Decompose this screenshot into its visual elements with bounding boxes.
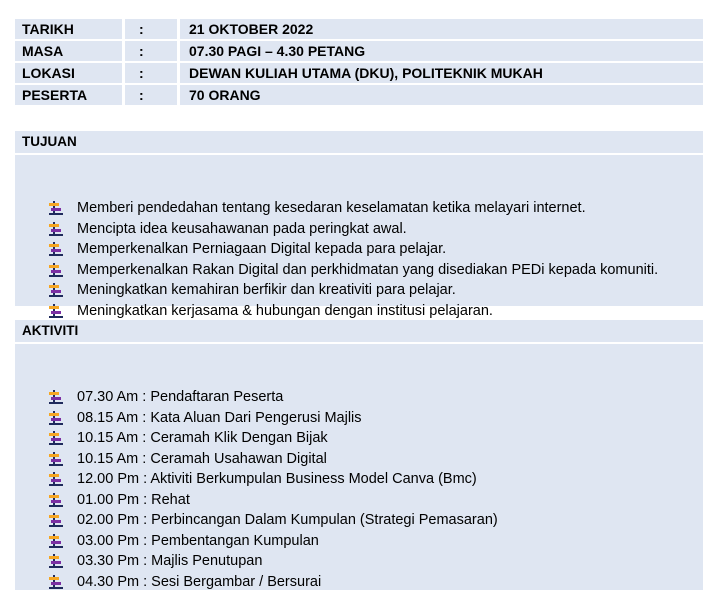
- info-row-tarikh: [15, 19, 703, 39]
- list-item: [15, 387, 703, 408]
- list-item: [15, 428, 703, 449]
- info-key: TARIKH: [15, 19, 125, 39]
- info-value: DEWAN KULIAH UTAMA (DKU), POLITEKNIK MUKAH: [180, 63, 703, 83]
- info-key: LOKASI: [15, 63, 125, 83]
- list-item-text: Memperkenalkan Rakan Digital dan perkhidmatan yang disediakan PEDi kepada komuniti.: [77, 261, 659, 278]
- arrow-bullet-icon: [49, 304, 63, 318]
- list-item: [15, 510, 703, 531]
- arrow-bullet-icon: [49, 411, 63, 425]
- list-item: [15, 531, 703, 552]
- info-row-lokasi: [15, 63, 703, 83]
- arrow-bullet-icon: [49, 431, 63, 445]
- arrow-bullet-icon: [49, 575, 63, 589]
- list-item-text: 04.30 Pm : Sesi Bergambar / Bersurai: [77, 573, 322, 590]
- tujuan-list: [15, 155, 703, 321]
- arrow-bullet-icon: [49, 242, 63, 256]
- list-item: [15, 449, 703, 470]
- arrow-bullet-icon: [49, 472, 63, 486]
- info-separator: :: [125, 63, 180, 83]
- info-row-peserta: [15, 85, 703, 105]
- list-item: [15, 239, 703, 260]
- list-item-text: 01.00 Pm : Rehat: [77, 491, 190, 508]
- info-row-masa: [15, 41, 703, 61]
- list-item-text: 07.30 Am : Pendaftaran Peserta: [77, 389, 284, 405]
- list-item-text: Mencipta idea keusahawanan pada peringkat awal.: [77, 220, 407, 237]
- section-title: AKTIVITI: [15, 320, 703, 344]
- list-item: [15, 408, 703, 429]
- list-item-text: 02.00 Pm : Perbincangan Dalam Kumpulan (Strategi Pemasaran): [77, 512, 498, 528]
- list-item: [15, 572, 703, 593]
- arrow-bullet-icon: [49, 452, 63, 466]
- info-key: MASA: [15, 41, 125, 61]
- arrow-bullet-icon: [49, 554, 63, 568]
- list-item: [15, 219, 703, 240]
- info-value: 70 ORANG: [180, 85, 703, 105]
- list-item-text: 12.00 Pm : Aktiviti Berkumpulan Business Model Canva (Bmc): [77, 471, 477, 487]
- list-item-text: Meningkatkan kerjasama & hubungan dengan institusi pelajaran.: [77, 302, 493, 319]
- arrow-bullet-icon: [49, 263, 63, 277]
- arrow-bullet-icon: [49, 493, 63, 507]
- list-item: [15, 551, 703, 572]
- list-item-text: 08.15 Am : Kata Aluan Dari Pengerusi Majlis: [77, 409, 362, 426]
- aktiviti-section: [15, 320, 703, 590]
- list-item: [15, 301, 703, 322]
- aktiviti-list: [15, 344, 703, 592]
- event-info-table: [15, 17, 703, 107]
- list-item: [15, 260, 703, 281]
- arrow-bullet-icon: [49, 222, 63, 236]
- arrow-bullet-icon: [49, 390, 63, 404]
- info-separator: :: [125, 19, 180, 39]
- arrow-bullet-icon: [49, 513, 63, 527]
- list-item: [15, 469, 703, 490]
- list-item-text: Meningkatkan kemahiran berfikir dan kreativiti para pelajar.: [77, 282, 456, 298]
- list-item-text: 10.15 Am : Ceramah Klik Dengan Bijak: [77, 430, 328, 446]
- list-item: [15, 198, 703, 219]
- arrow-bullet-icon: [49, 201, 63, 215]
- info-value: 07.30 PAGI – 4.30 PETANG: [180, 41, 703, 61]
- section-title: TUJUAN: [15, 131, 703, 155]
- info-value: 21 OKTOBER 2022: [180, 19, 703, 39]
- list-item-text: 03.30 Pm : Majlis Penutupan: [77, 553, 263, 569]
- list-item: [15, 490, 703, 511]
- list-item-text: 10.15 Am : Ceramah Usahawan Digital: [77, 450, 327, 467]
- info-separator: :: [125, 41, 180, 61]
- list-item: [15, 280, 703, 301]
- info-separator: :: [125, 85, 180, 105]
- list-item-text: 03.00 Pm : Pembentangan Kumpulan: [77, 532, 319, 549]
- list-item-text: Memperkenalkan Perniagaan Digital kepada para pelajar.: [77, 241, 447, 257]
- list-item-text: Memberi pendedahan tentang kesedaran keselamatan ketika melayari internet.: [77, 200, 586, 216]
- arrow-bullet-icon: [49, 283, 63, 297]
- arrow-bullet-icon: [49, 534, 63, 548]
- tujuan-section: [15, 131, 703, 319]
- info-key: PESERTA: [15, 85, 125, 105]
